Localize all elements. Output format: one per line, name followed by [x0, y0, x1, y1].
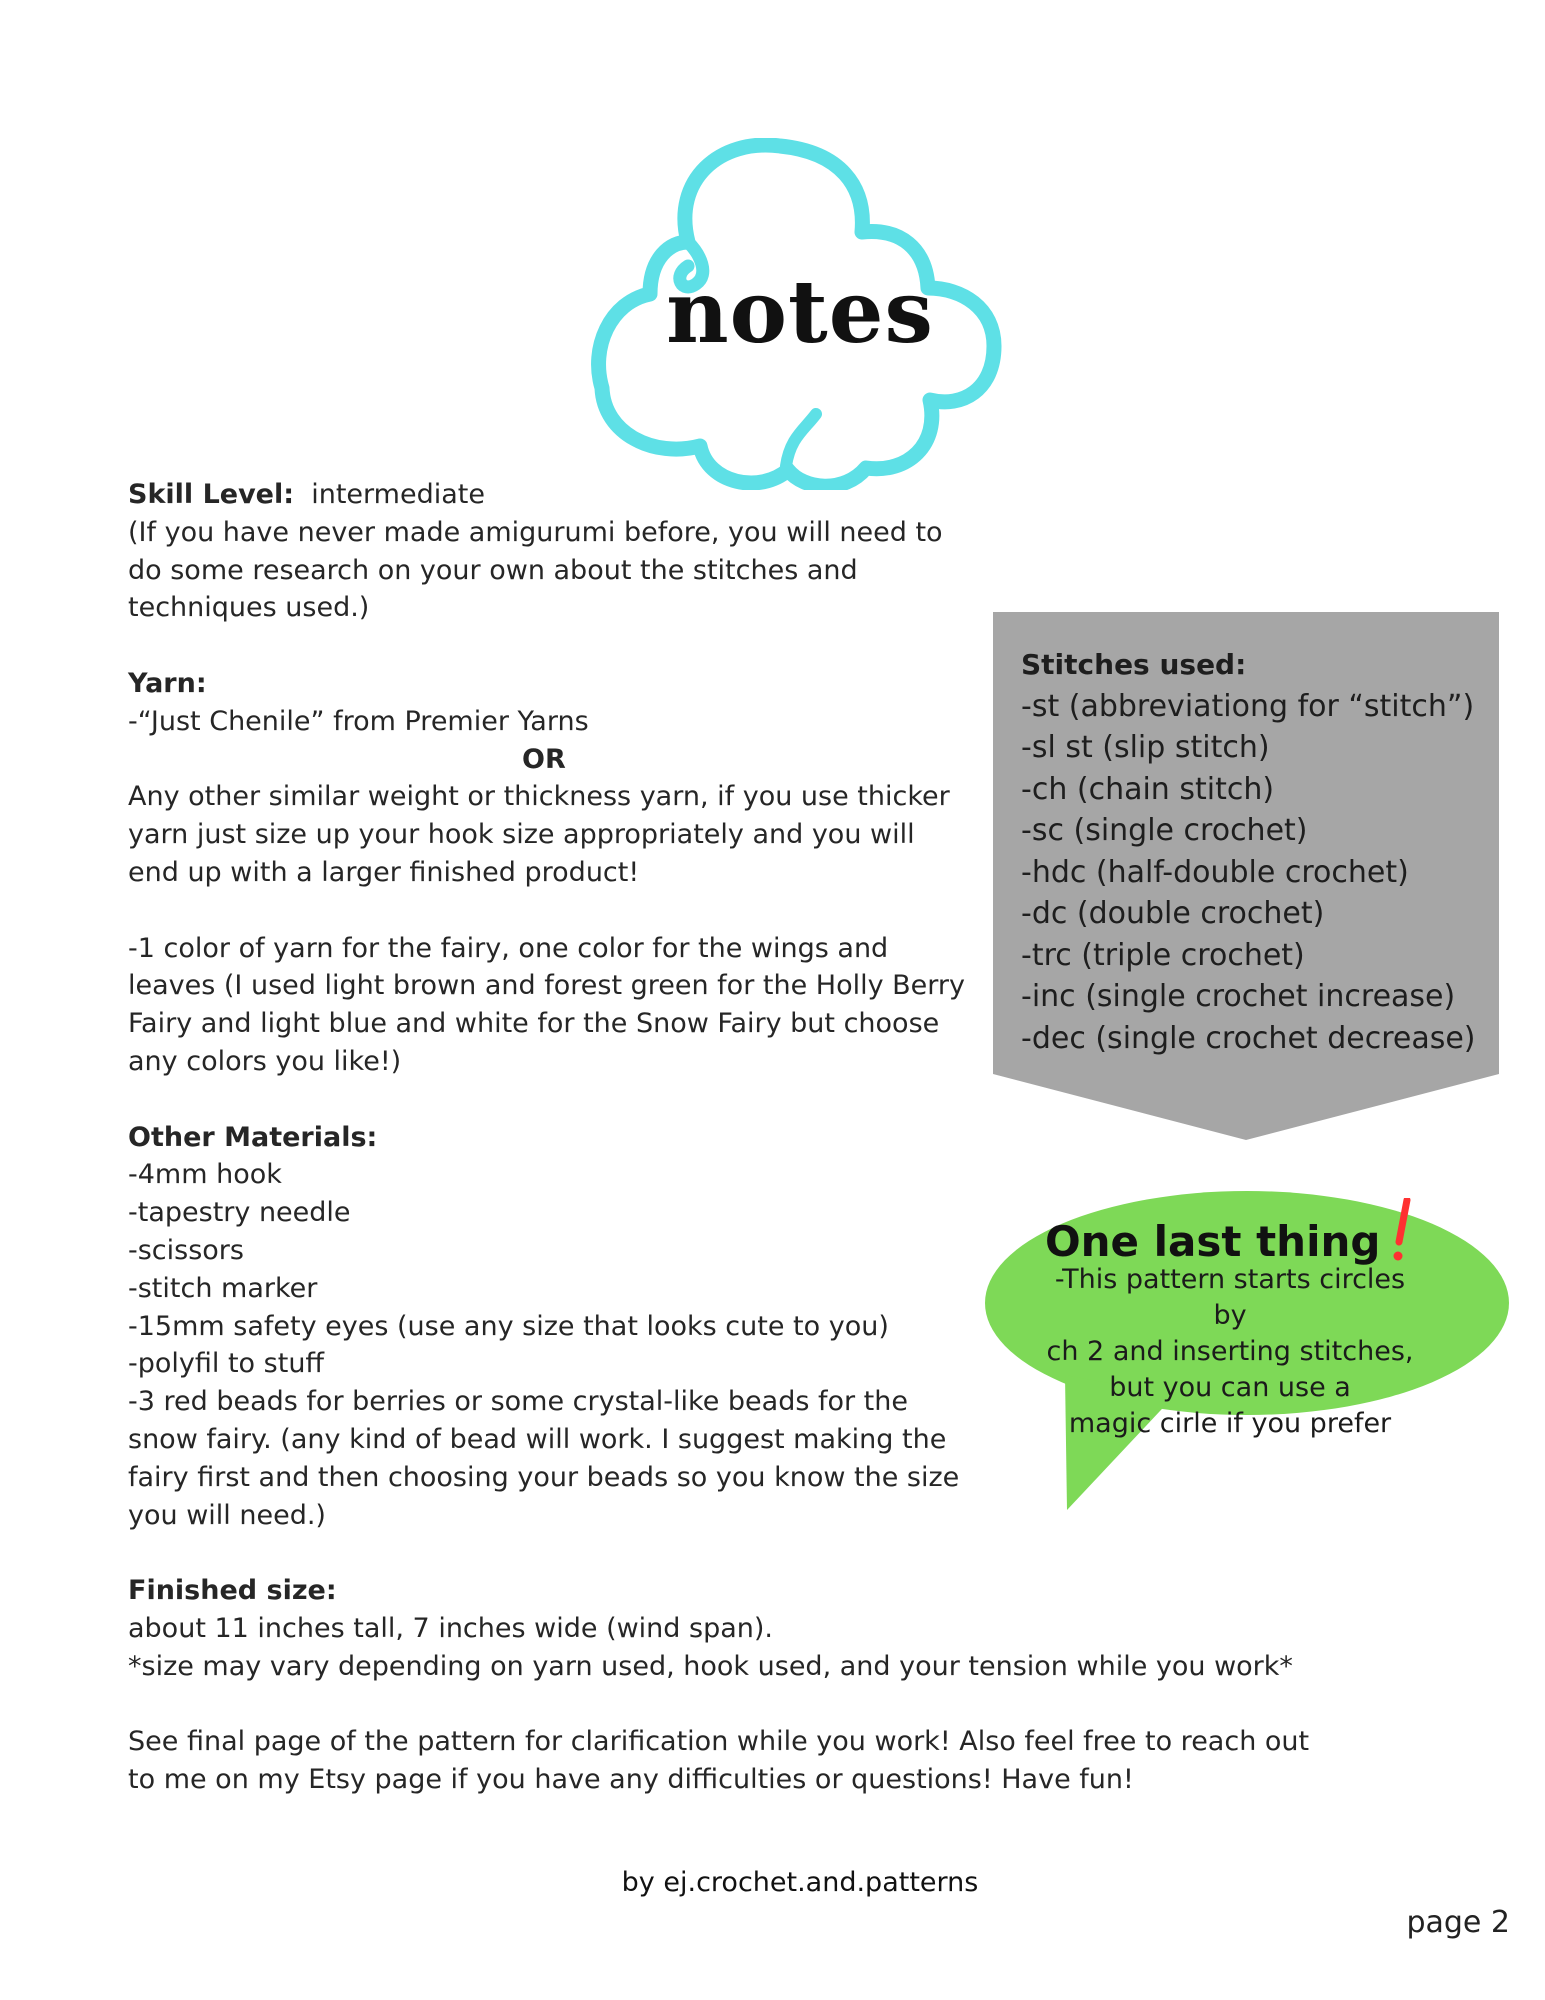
or-separator: OR: [522, 743, 566, 775]
stitch-item: -dc (double crochet): [1021, 896, 1325, 931]
stitch-item: -dec (single crochet decrease): [1021, 1020, 1476, 1056]
text-line: end up with a larger finished product!: [128, 856, 640, 888]
stitch-item: -ch (chain stitch): [1021, 771, 1275, 807]
text-line: do some research on your own about the stitches and: [128, 554, 858, 586]
text-line: Any other similar weight or thickness yarn, if you use thicker: [128, 781, 950, 813]
material-item: you will need.): [128, 1499, 326, 1531]
finished-section: [128, 1572, 1293, 1685]
text-line: See final page of the pattern for clarification while you work! Also feel free to reach out: [128, 1726, 1310, 1758]
last-thing-body: [1035, 1262, 1425, 1442]
material-item: fairy first and then choosing your beads so you know the size: [128, 1461, 960, 1493]
material-item: -3 red beads for berries or some crystal-like beads for the: [128, 1386, 908, 1418]
stitch-item: -inc (single crochet increase): [1021, 979, 1456, 1014]
skill-label: Skill Level:: [128, 479, 295, 510]
material-item: snow fairy. (any kind of bead will work. I suggest making the: [128, 1423, 947, 1455]
text-line: (If you have never made amigurumi before, you will need to: [128, 516, 943, 548]
text-line: Fairy and light blue and white for the Snow Fairy but choose: [128, 1008, 940, 1040]
text-line: about 11 inches tall, 7 inches wide (wind span).: [128, 1612, 773, 1644]
material-item: -polyfil to stuff: [128, 1348, 325, 1380]
yarn-section: [128, 665, 978, 892]
text-line: -1 color of yarn for the fairy, one color for the wings and: [128, 932, 889, 964]
text-line: -This pattern starts circles by: [1054, 1264, 1406, 1331]
material-item: -scissors: [128, 1234, 244, 1266]
finished-label: Finished size:: [128, 1575, 337, 1607]
text-line: but you can use a: [1109, 1372, 1351, 1403]
stitch-item: -hdc (half-double crochet): [1021, 854, 1409, 890]
yarn-item: -“Just Chenile” from Premier Yarns: [128, 705, 589, 737]
text-line: any colors you like!): [128, 1045, 402, 1077]
page-title: notes: [666, 262, 934, 363]
materials-label: Other Materials:: [128, 1121, 378, 1153]
text-line: ch 2 and inserting stitches,: [1046, 1336, 1414, 1367]
stitches-list: [1021, 644, 1491, 1059]
closing-note: [128, 1723, 1310, 1799]
materials-section: [128, 1119, 978, 1535]
material-item: -4mm hook: [128, 1159, 282, 1191]
stitch-item: -sc (single crochet): [1021, 813, 1308, 848]
skill-value: intermediate: [311, 479, 485, 510]
text-line: yarn just size up your hook size appropriately and you will: [128, 819, 915, 851]
text-line: *size may vary depending on yarn used, hook used, and your tension while you work*: [128, 1650, 1293, 1682]
stitch-item: -trc (triple crochet): [1021, 937, 1305, 973]
material-item: -stitch marker: [128, 1272, 318, 1304]
stitch-item: -st (abbreviationg for “stitch”): [1021, 688, 1475, 724]
text-line: to me on my Etsy page if you have any difficulties or questions! Have fun!: [128, 1764, 1134, 1796]
text-line: techniques used.): [128, 592, 370, 624]
skill-section: [128, 476, 978, 627]
stitch-item: -sl st (slip stitch): [1021, 730, 1270, 765]
yarn-colors: [128, 930, 978, 1081]
author-byline: by ej.crochet.and.patterns: [621, 1867, 979, 1898]
material-item: -15mm safety eyes (use any size that looks cute to you): [128, 1310, 889, 1342]
exclamation-icon: [1393, 1198, 1415, 1262]
text-line: leaves (I used light brown and forest green for the Holly Berry: [128, 970, 965, 1002]
page-number: page 2: [1406, 1905, 1510, 1940]
text-line: magic cirle if you prefer: [1068, 1408, 1392, 1439]
stitches-label: Stitches used:: [1021, 648, 1247, 681]
yarn-label: Yarn:: [128, 667, 207, 699]
last-thing-heading: One last thing: [1044, 1217, 1381, 1266]
last-thing-title: [1030, 1198, 1430, 1266]
material-item: -tapestry needle: [128, 1197, 351, 1229]
